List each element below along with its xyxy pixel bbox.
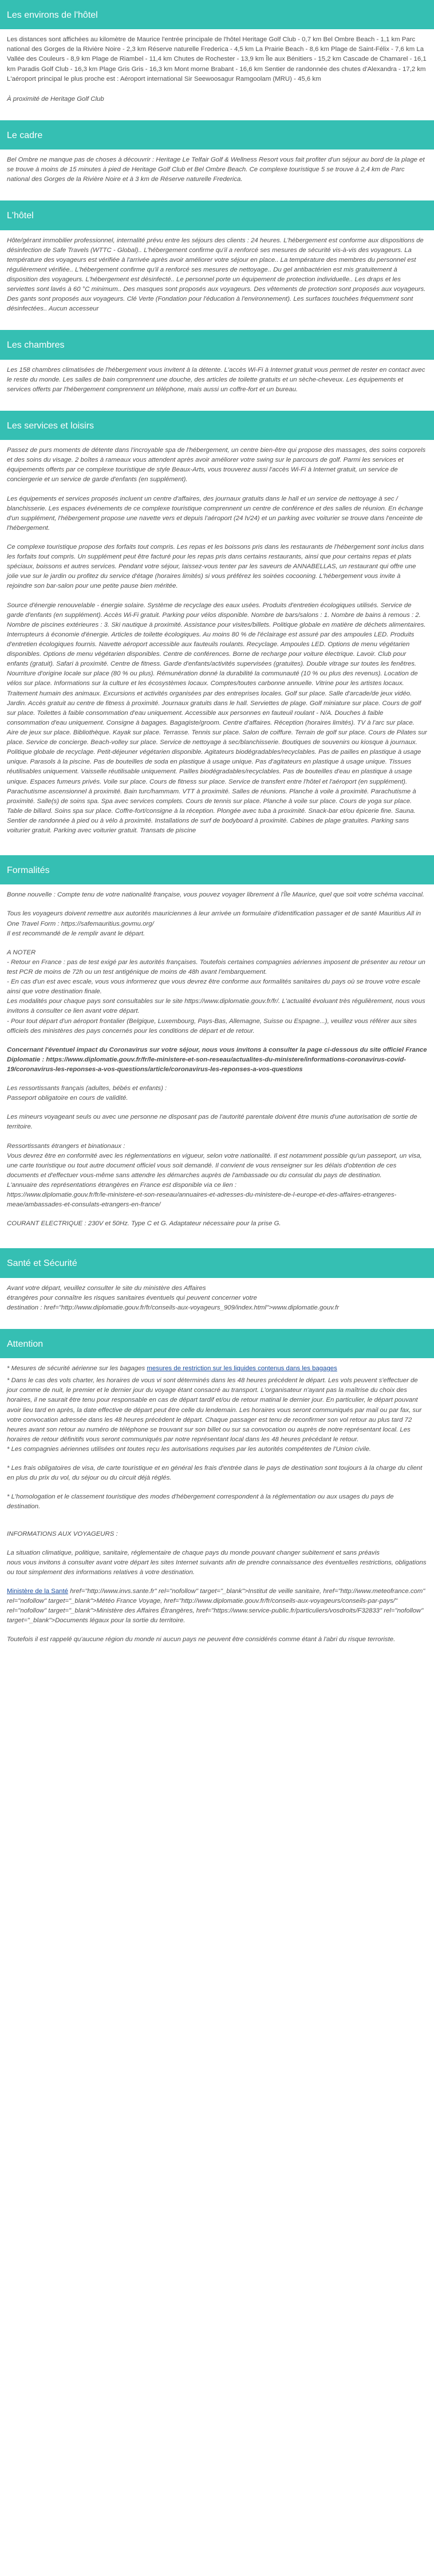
section-services xyxy=(0,411,434,848)
formalites-bonne-nouvelle: Bonne nouvelle : Compte tenu de votre nationalité française, vous pouvez voyager librement à l'Île Maurice, quel que soit votre schéma vaccinal. xyxy=(7,891,425,899)
section-title-cadre: Le cadre xyxy=(0,120,434,150)
attention-frais: * Les frais obligatoires de visa, de carte touristique et en général les frais d'entrée dans le pays de destination sont toujours à la charge du client en plus du prix du vol, du séjour ou du circuit déjà réglés. xyxy=(7,1465,423,1482)
section-environs xyxy=(0,0,434,113)
formalites-ressortissants: Les ressortissants français (adultes, bébés et enfants) : Passeport obligatoire en cours de validité. xyxy=(7,1085,167,1102)
environs-caption: À proximité de Heritage Golf Club xyxy=(7,95,104,103)
section-title-chambres: Les chambres xyxy=(0,330,434,359)
attention-vols: * Dans le cas des vols charter, les horaires de vous vi sont déterminés dans les 48 heures précédent le départ. Les vols peuvent s'effectuer de jour comme de nuit, le premier et le dernier jour du voyage étant consacré au transport. L'organisateur n'ayant pas la maîtrise du choix des horaires, il ne saurait être tenu pour responsable en cas de départ tardif et/ou de retour matinal le dernier jour. En particulier, le départ pouvant avoir lieu tard en après, la date effective de départ peut être celle du lendemain. Les horaires vous seront communiqués par mail ou par fax, sur votre convocation adressée dans les 48 heures précédent le départ. Chaque passager est tenu de reconfirmer son vol retour au plus tard 72 heures avant son retour au numéro de téléphone se trouvant sur son billet ou sur sa convocation ou auprès de notre représentant local. Les horaires de retour définitifs vous seront communiqués par notre représentant local dans les 48 heures précédant le retour. * Les compagnies aériennes utilisées ont toutes reçu les autorisations requises par les autorités compétentes de l'Union civile. xyxy=(7,1377,422,1453)
section-title-formalites: Formalités xyxy=(0,855,434,884)
attention-mesures: * Mesures de sécurité aérienne sur les bagages xyxy=(7,1365,145,1372)
section-hotel xyxy=(0,200,434,323)
services-equipements: Les équipements et services proposés incluent un centre d'affaires, des journaux gratuits dans le hall et un service de nettoyage à sec / blanchisserie. Les espaces événements de ce complexe touristique comprennent un centre de conférence et des salles de réunion. En échange d'un supplément, l'hébergement propose une navette vers et depuis l'aéroport (24 h/24) et un parking avec voiturier se trouve dans l'enceinte de l'hébergement. xyxy=(7,495,423,532)
section-title-sante: Santé et Sécurité xyxy=(0,1248,434,1277)
formalites-coronavirus: Concernant l'éventuel impact du Coronavirus sur votre séjour, nous vous invitons à consulter la page ci-dessous du site officiel France Diplomatie : https://www.diplomatie.gouv.fr/fr/le-ministere-et-son-reseau/actualites-du-ministere/informations-coronavirus-covid-19/coronavirus-les-reponses-a-vos-questions/article/coronavirus-les-reponses-a-vos-questions xyxy=(7,1046,427,1073)
section-cadre xyxy=(0,120,434,194)
formalites-formulaire: Tous les voyageurs doivent remettre aux autorités mauriciennes à leur arrivée un formulaire d'identification passager et de santé Mauritius All in One Travel Form : https://safemauritius.govmu.org/ Il est recommandé de le remplir avant le départ. xyxy=(7,910,421,937)
section-title-attention: Attention xyxy=(0,1329,434,1358)
attention-situation: La situation climatique, politique, sanitaire, réglementaire de chaque pays du monde pouvant changer subitement et sans préavis nous vous invitons à consulter avant votre départ les sites Internet suivants afin de prendre connaissance des éventuelles restrictions, obligations ou tout simplement des informations relatives à votre destination. xyxy=(7,1549,427,1576)
section-formalites xyxy=(0,855,434,1241)
services-spa: Passez de purs moments de détente dans l'incroyable spa de l'hébergement, un centre bien-être qui propose des massages, des soins corporels et des soins du visage. 2 boîtes à rameaux vous attendent après avoir améliorer votre swing sur le parcours de golf. Parmi les services et équipements offerts par ce complexe touristique de style Beaux-Arts, vous trouverez aussi l'accès Wi-Fi à Internet gratuit, un service de conciergerie et un service de garde d'enfants (en supplément). xyxy=(7,447,426,483)
liquids-restriction-link[interactable]: mesures de restriction sur les liquides contenus dans les bagages xyxy=(147,1365,337,1372)
formalites-a-noter: A NOTER - Retour en France : pas de test exigé par les autorités françaises. Toutefois certaines compagnies aériennes imposent de présenter au retour un test PCR de moins de 72h ou un test antigénique de moins de 48h avant l'embarquement. - En cas d'un est avec escale, vous vous informerez que vous devrez être conforme aux formalités sanitaires du pays où se trouve votre escale ainsi que votre destination finale. Les modalités pour chaque pays sont consultables sur le site https://www.diplomatie.gouv.fr/fr/. L'actualité évoluant très régulièrement, nous vous invitons à consulter ce lien avant votre départ. - Pour tout départ d'un aéroport frontalier (Belgique, Luxembourg, Pays-Bas, Allemagne, Suisse ou Espagne...), veuillez vous référer aux sites officiels des ministères des pays concernés pour les conditions de départ et de retour. xyxy=(7,949,425,1035)
formalites-mineurs: Les mineurs voyageant seuls ou avec une personne ne disposant pas de l'autorité parentale doivent être munis d'une autorisation de sortie de territoire. xyxy=(7,1114,417,1131)
chambres-text: Les 158 chambres climatisées de l'hébergement vous invitent à la détente. L'accès Wi-Fi à Internet gratuit vous permet de rester en contact avec le reste du monde. Les salles de bain comprennent une douche, des articles de toilette gratuits et un sèche-cheveux. Les équipements et services offerts par l'hébergement comprennent un téléphone, mais aussi un coffre-fort et un bureau. xyxy=(7,366,425,393)
services-liste: Source d'énergie renouvelable - énergie solaire. Système de recyclage des eaux usées. Produits d'entretien écologiques utilisés. Service de garde d'enfants (en supplément). Accès Wi-Fi gratuit. Parking pour vélos disponible. Nombre de bars/salons : 1. Nombre de bains à remous : 2. Nombre de piscines extérieures : 3. Ski nautique à proximité. Assistance pour visites/billets. Politique globale en matière de déchets alimentaires. Interrupteurs à économie d'énergie. Articles de toilette écologiques. Au moins 80 % de l'éclairage est assuré par des ampoules LED. Produits d'entretien écologiques fournis. Navette aéroport accessible aux fauteuils roulants. Recyclage. Ampoules LED. Options de menu végétarien disponibles. Options de menu végétarien disponibles. Centre de conférences. Borne de recharge pour voiture électrique. Lavoir. Club pour enfants (gratuit). Safari à proximité. Centre de fitness. Garde d'enfants/activités supervisées (gratuites). Double vitrage sur toutes les fenêtres. Nourriture d'origine locale sur place (80 % ou plus). Rémunération donné la durabilité la communauté (10 % ou plus des revenus). Location de vélos sur place. Informations sur la culture et les écosystèmes locaux. Comptes/toutes carbonne annuelle. Vitrine pour les artistes locaux. Traitement humain des animaux. Excursions et activités organisées par des entreprises locales. Golf sur place. Salle d'arcade/de jeux vidéo. Jardin. Accès gratuit au centre de fitness à proximité. Journaux gratuits dans le hall. Serviettes de plage. Golf miniature sur place. Cours de golf sur place. Toilettes à faible consommation d'eau uniquement. Accessible aux personnes en fauteuil roulant - N/A. Douches à faible consommation d'eau uniquement. Consigne à bagages. Bagagiste/groom. Centre d'affaires. Réception (horaires limités). TV à l'arc sur place. Aire de jeux sur place. Bibliothèque. Kayak sur place. Terrasse. Tennis sur place. Salon de coiffure. Terrain de golf sur place. Cours de Pilates sur place. Service de concierge. Beach-volley sur place. Service de nettoyage à sec/blanchisserie. Boutiques de souvenirs ou kiosque à journaux. Politique globale de recyclage. Petit-déjeuner végétarien disponible. Agitateurs biodégradables/recyclables. Pas de pailles en plastique à usage unique. Parasols à la piscine. Pas de bouteilles de soda en plastique à usage unique. Pas d'agitateurs en plastique à usage unique. Tissues réutilisables uniquement. Vaisselle réutilisable uniquement. Pailles biodégradables/recyclables. Pas de bouteilles d'eau en plastique à usage unique. Espaces fumeurs privés. Voile sur place. Cours de fitness sur place. Service de transfert entre l'hôtel et l'aéroport (en supplément). Parachutisme ascensionnel à proximité. Bain turc/hammam. VTT à proximité. Salles de réunions. Planche à voile à proximité. Parachutisme à proximité. Salle(s) de soins spa. Spa avec services complets. Cours de tennis sur place. Planche à voile sur place. Cours de yoga sur place. Table de billard. Soins spa sur place. Coffre-fort/consigne à la réception. Plongée avec tuba à proximité. Snack-bar et/ou épicerie fine. Sauna. Sentier de randonnée à pied ou à vélo à proximité. Installations de surf de bodyboard à proximité. Cabines de plage gratuites. Parking sans voiturier gratuit. Parking avec voiturier gratuit. Transats de piscine xyxy=(7,601,427,835)
attention-homologation: * L'homologation et le classement touristique des modes d'hébergement correspondent à la réglementation ou aux usages du pays de destination. xyxy=(7,1493,394,1511)
formalites-courant: COURANT ELECTRIQUE : 230V et 50Hz. Type C et G. Adaptateur nécessaire pour la prise G. xyxy=(7,1220,281,1228)
attention-terrorisme: Toutefois il est rappelé qu'aucune région du monde ni aucun pays ne peuvent être considérés comme étant à l'abri du risque terroriste. xyxy=(7,1636,396,1643)
section-title-services: Les services et loisirs xyxy=(0,411,434,440)
sante-text: Avant votre départ, veuillez consulter le site du ministère des Affaires étrangères pour connaître les risques sanitaires éventuels qui peuvent concerner votre destination : href="http://www.diplomatie.gouv.fr/fr/conseils-aux-voyageurs_909/index.html">www.diplomatie.gouv.fr xyxy=(7,1284,340,1311)
sante-ministry-link[interactable]: Ministère de la Santé xyxy=(7,1587,69,1595)
attention-infos-heading: INFORMATIONS AUX VOYAGEURS : xyxy=(7,1530,118,1537)
cadre-text: Bel Ombre ne manque pas de choses à découvrir : Heritage Le Telfair Golf & Wellness Resort vous fait profiter d'un séjour au bord de la plage et se trouve à moins de 15 minutes à pied de Heritage Golf Club et Bel Ombre Beach. Ce complexe touristique 5 se trouve à 2,4 km de Parc national des Gorges de la Rivière Noire et à 3 km de Réserve naturelle Frederica. xyxy=(7,156,425,183)
section-chambres xyxy=(0,330,434,404)
attention-links-list: href="http://www.invs.sante.fr" rel="nofollow" target="_blank">Institut de veille sanitaire, href="http://www.meteofrance.com" rel="nofollow" target="_blank">Météo France Voyage, href="http://www.diplomatie.gouv.fr/fr/conseils-aux-voyageurs/conseils-par-pays/" rel="nofollow" target="_blank">Ministère des Affaires Étrangères, href="https://www.service-public.fr/particuliers/vosdroits/F32833" rel="nofollow" target="_blank">Documents légaux pour la sortie du territoire. xyxy=(7,1587,425,1625)
hotel-text: Hôte/gérant immobilier professionnel, internalité prévu entre les séjours des clients : 24 heures. L'hébergement est conforme aux dispositions de désinfection de Safe Travels (WTTC - Global).. L'hébergement confirme qu'il a renforcé ses mesures de sécurité vis-à-vis des voyageurs. La température des voyageurs est vérifiée à l'arrivée après avoir améliorer votre séjour en place.. La température des membres du personnel est régulièrement vérifiée.. L'hébergement confirme qu'il a renforcé ses mesures de nettoyage.. Du gel antibactérien est mis gratuitement à disposition des voyageurs. L'hébergement est désinfecté.. Le personnel porte un équipement de protection individuelle.. Les draps et les serviettes sont lavés à 60 °C minimum.. Des masques sont proposés aux voyageurs. Des vêtements de protection sont proposés aux voyageurs. Des gants sont proposés aux voyageurs. Clé Verte (Fondation pour l'éducation à l'environnement). Les surfaces touchées fréquemment sont désinfectées.. Aucun accesseur xyxy=(7,237,426,313)
section-title-environs: Les environs de l'hôtel xyxy=(0,0,434,29)
section-title-hotel: L'hôtel xyxy=(0,200,434,230)
environs-distances: Les distances sont affichées au kilomètre de Maurice l'entrée principale de l'hôtel Heritage Golf Club - 0,7 km Bel Ombre Beach - 1,1 km Parc national des Gorges de la Rivière Noire - 2,3 km Réserve naturelle Frederica - 4,5 km La Prairie Beach - 8,6 km Plage de Saint-Félix - 7,6 km La Vallée des Couleurs - 8,9 km Plage de Riambel - 11,4 km Chutes de Rochester - 13,9 km Île aux Bénitiers - 15,2 km Cascade de Chamarel - 16,1 km Paradis Golf Club - 16,3 km Plage Gris Gris - 16,3 km Mont morne Brabant - 16,6 km Sentier de randonnée des chutes d'Alexandra - 17,2 km L'aéroport principal le plus proche est : Aéroport international Sir Seewoosagur Ramgoolam (MRU) - 45,6 km xyxy=(7,36,427,82)
section-sante xyxy=(0,1248,434,1322)
services-restauration: Ce complexe touristique propose des forfaits tout compris. Les repas et les boissons pris dans les restaurants de l'hébergement sont inclus dans les forfaits tout compris. Un supplément peut être facturé pour les repas pris dans certains restaurants, ainsi que pour certains repas et plats spéciaux, boissons et autres services. Pendant votre séjour, laissez-vous tenter par les saveurs de ANNABELLAS, un restaurant qui offre une jolie vue sur le jardin ou profitez du service d'étage (horaires limités) si vous préférez les soirées cocooning. L'hébergement vous invite à rejoindre son bar-salon pour une petite pause bien méritée. xyxy=(7,544,424,590)
formalites-etrangers: Ressortissants étrangers et binationaux : Vous devrez être en conformité avec les réglementations en vigueur, selon votre nationalité. Il est notamment possible qu'un passeport, un visa, une carte touristique ou tout autre document officiel vous soit demandé. Il convient de vous renseigner sur les délais d'obtention de ces documents et d'effectuer vous-même sans attendre les démarches auprès de l'ambassade ou du consulat du pays de destination. L'annuaire des représentations étrangères en France est disponible via ce lien : https://www.diplomatie.gouv.fr/fr/le-ministere-et-son-reseau/annuaires-et-adresses-du-ministere-de-l-europe-et-des-affaires-etrangeres-meae/ambassades-et-consulats-etrangers-en-france/ xyxy=(7,1142,422,1209)
section-attention xyxy=(0,1329,434,1658)
